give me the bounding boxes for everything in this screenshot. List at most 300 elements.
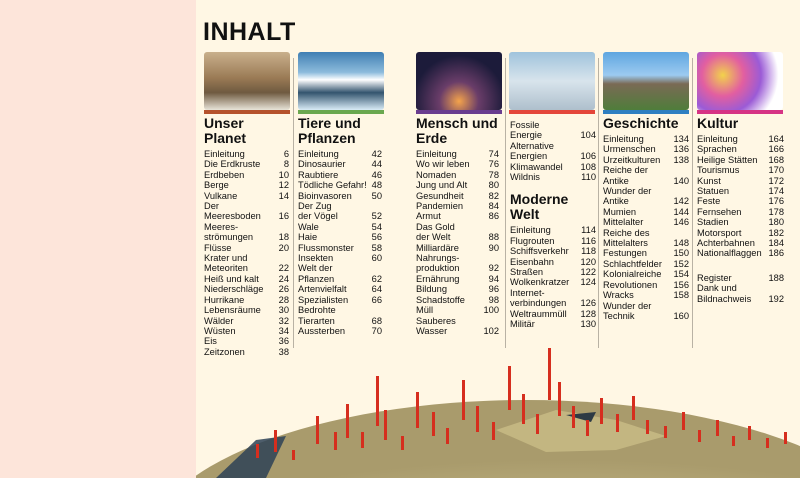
entry-page-number: 128 bbox=[580, 308, 596, 319]
section-continuation bbox=[510, 120, 596, 330]
entry-page-number: 48 bbox=[371, 180, 382, 191]
entry-page-number: 102 bbox=[483, 325, 499, 336]
entry-page-number: 86 bbox=[488, 211, 499, 222]
population-spike bbox=[384, 410, 387, 440]
entry-title: Urmenschen bbox=[603, 144, 656, 155]
skyline-photo bbox=[509, 52, 595, 110]
entry-page-number: 42 bbox=[371, 149, 382, 159]
entry-page-number: 88 bbox=[488, 232, 499, 243]
entry-title: Einleitung bbox=[298, 149, 339, 159]
population-spike bbox=[256, 444, 259, 458]
entry-page-number: 44 bbox=[371, 159, 382, 170]
toc-entry bbox=[416, 191, 499, 201]
entry-page-number: 184 bbox=[768, 238, 784, 249]
entry-title: Wunder der Technik bbox=[603, 300, 652, 321]
entry-page-number: 156 bbox=[673, 279, 689, 290]
entry-page-number: 158 bbox=[673, 290, 689, 301]
entry-title: Mumien bbox=[603, 206, 637, 217]
toc-entry bbox=[298, 149, 382, 159]
entry-title: Achterbahnen bbox=[697, 238, 755, 249]
page-title: INHALT bbox=[203, 18, 296, 46]
entry-title: Sauberes Wasser bbox=[416, 315, 456, 336]
entry-title: Spezialisten bbox=[298, 294, 349, 305]
entry-page-number: 192 bbox=[768, 293, 784, 304]
toc-entry bbox=[510, 172, 596, 182]
entry-page-number: 66 bbox=[371, 294, 382, 305]
toc-entry bbox=[298, 253, 382, 263]
entry-title: Jung und Alt bbox=[416, 180, 468, 191]
entry-page-number: 126 bbox=[580, 298, 596, 309]
toc-entry bbox=[416, 274, 499, 284]
toc-entry bbox=[603, 280, 689, 290]
entry-page-number: 74 bbox=[488, 149, 499, 159]
entry-page-number: 46 bbox=[371, 169, 382, 180]
population-spike bbox=[616, 414, 619, 432]
entry-title: Die Erdkruste bbox=[204, 159, 261, 170]
entry-title: Das Gold der Welt bbox=[416, 221, 455, 243]
entry-page-number: 58 bbox=[371, 242, 382, 253]
entry-title: Milliardäre bbox=[416, 242, 459, 253]
entry-title: Einleitung bbox=[697, 134, 738, 144]
entry-page-number: 62 bbox=[371, 273, 382, 284]
toc-entry bbox=[603, 144, 689, 154]
entry-page-number: 12 bbox=[278, 180, 289, 191]
entry-page-number: 186 bbox=[768, 248, 784, 259]
entry-title: Einleitung bbox=[416, 149, 457, 159]
population-spike bbox=[632, 396, 635, 420]
entry-page-number: 38 bbox=[278, 346, 289, 357]
entry-page-number: 70 bbox=[371, 325, 382, 336]
tiere-color-bar bbox=[298, 110, 384, 114]
entry-title: Tourismus bbox=[697, 165, 740, 176]
entry-page-number: 104 bbox=[580, 130, 596, 141]
toc-entry bbox=[204, 295, 289, 305]
population-spike bbox=[664, 426, 667, 438]
toc-entry bbox=[510, 120, 596, 141]
population-spike bbox=[446, 428, 449, 444]
toc-entry bbox=[416, 201, 499, 211]
entry-page-number: 166 bbox=[768, 144, 784, 155]
toc-entry bbox=[603, 259, 689, 269]
toc-entry bbox=[510, 162, 596, 172]
entry-title: Welt der Pflanzen bbox=[298, 263, 335, 284]
entry-page-number: 152 bbox=[673, 258, 689, 269]
population-spike bbox=[334, 432, 337, 450]
toc-entry bbox=[204, 305, 289, 315]
toc-entry bbox=[416, 243, 499, 253]
entry-title: Weltraummüll bbox=[510, 308, 567, 319]
entry-page-number: 118 bbox=[581, 246, 596, 257]
desert-photo bbox=[204, 52, 290, 110]
section-geschichte bbox=[603, 116, 689, 321]
entry-page-number: 136 bbox=[673, 144, 689, 155]
entry-page-number: 96 bbox=[488, 284, 499, 295]
entry-title: Reiche des Mittelalters bbox=[603, 227, 650, 249]
entry-page-number: 116 bbox=[581, 235, 596, 246]
entry-title: Artenvielfalt bbox=[298, 284, 347, 295]
entry-list bbox=[603, 134, 689, 321]
entry-page-number: 146 bbox=[673, 217, 689, 228]
entry-list bbox=[510, 225, 596, 329]
entry-title: Ernährung bbox=[416, 273, 460, 284]
entry-page-number: 150 bbox=[673, 248, 689, 259]
entry-title: Dank und Bildnachweis bbox=[697, 283, 752, 304]
entry-list bbox=[510, 120, 596, 182]
population-spike bbox=[492, 422, 495, 440]
entry-page-number: 82 bbox=[488, 190, 499, 201]
toc-entry bbox=[603, 134, 689, 144]
entry-title: Insekten bbox=[298, 253, 334, 264]
entry-title: Urzeitkulturen bbox=[603, 154, 661, 165]
moderne-welt-color-bar bbox=[509, 110, 595, 114]
entry-page-number: 188 bbox=[768, 272, 784, 283]
left-page-margin bbox=[0, 0, 196, 478]
entry-title: Zeitzonen bbox=[204, 346, 245, 357]
entry-title: Pandemien bbox=[416, 201, 464, 212]
section-kultur bbox=[697, 116, 784, 304]
entry-title: Klimawandel bbox=[510, 161, 563, 172]
toc-entry bbox=[416, 159, 499, 169]
toc-entry bbox=[510, 141, 596, 162]
entry-title: Meeres- strömungen bbox=[204, 221, 254, 243]
entry-title: Heiß und kalt bbox=[204, 273, 259, 284]
population-spike bbox=[316, 416, 319, 444]
population-spike bbox=[748, 426, 751, 440]
entry-title: Wunder der Antike bbox=[603, 186, 652, 207]
color-festival-photo bbox=[697, 52, 783, 110]
entry-title: Flugrouten bbox=[510, 235, 555, 246]
entry-page-number: 182 bbox=[768, 227, 784, 238]
entry-title: Sprachen bbox=[697, 144, 737, 155]
toc-entry bbox=[510, 277, 596, 287]
entry-title: Flussmonster bbox=[298, 242, 354, 253]
entry-page-number: 80 bbox=[488, 180, 499, 191]
entry-page-number: 84 bbox=[488, 201, 499, 212]
toc-entry bbox=[298, 243, 382, 253]
toc-entry bbox=[697, 176, 784, 186]
toc-entry bbox=[697, 273, 784, 283]
entry-title: Nahrungs- produktion bbox=[416, 253, 460, 274]
entry-page-number: 174 bbox=[768, 186, 784, 197]
entry-title: Krater und Meteoriten bbox=[204, 253, 248, 274]
toc-entry bbox=[603, 248, 689, 258]
population-spike bbox=[361, 432, 364, 448]
toc-entry bbox=[298, 191, 382, 201]
entry-title: Fossile Energie bbox=[510, 120, 543, 141]
population-spike bbox=[732, 436, 735, 446]
entry-title: Bioinvasoren bbox=[298, 190, 352, 201]
entry-page-number: 76 bbox=[488, 159, 499, 170]
entry-title: Dinosaurier bbox=[298, 159, 346, 170]
toc-entry bbox=[204, 243, 289, 253]
entry-title: Eisenbahn bbox=[510, 256, 554, 267]
toc-entry bbox=[697, 134, 784, 144]
toc-entry bbox=[603, 186, 689, 207]
entry-page-number: 30 bbox=[278, 305, 289, 316]
kultur-color-bar bbox=[697, 110, 783, 114]
entry-title: Schiffsverkehr bbox=[510, 246, 569, 257]
column-divider bbox=[692, 58, 693, 348]
entry-page-number: 122 bbox=[580, 267, 596, 278]
section-heading: Moderne Welt bbox=[510, 191, 569, 223]
entry-title: Reiche der Antike bbox=[603, 165, 648, 186]
entry-title: Hurrikane bbox=[204, 294, 245, 305]
entry-title: Niederschläge bbox=[204, 284, 264, 295]
toc-entry bbox=[204, 326, 289, 336]
entry-title: Der Meeresboden bbox=[204, 201, 261, 222]
entry-title: Wale bbox=[298, 221, 319, 232]
population-spike bbox=[462, 380, 465, 420]
mensch-color-bar bbox=[416, 110, 502, 114]
toc-entry bbox=[298, 222, 382, 232]
toc-entry bbox=[298, 159, 382, 169]
entry-title: Register bbox=[697, 272, 732, 283]
entry-title: Fernsehen bbox=[697, 206, 742, 217]
entry-title: Wildnis bbox=[510, 172, 540, 183]
entry-page-number: 148 bbox=[673, 238, 689, 249]
entry-page-number: 170 bbox=[768, 165, 784, 176]
entry-title: Nomaden bbox=[416, 169, 457, 180]
entry-title: Militär bbox=[510, 319, 535, 330]
toc-entry bbox=[416, 316, 499, 337]
toc-entry bbox=[416, 180, 499, 190]
entry-page-number: 114 bbox=[581, 225, 596, 236]
entry-page-number: 54 bbox=[371, 221, 382, 232]
entry-page-number: 94 bbox=[488, 273, 499, 284]
toc-entry bbox=[510, 309, 596, 319]
entry-title: Heilige Stätten bbox=[697, 154, 758, 165]
entry-page-number: 22 bbox=[278, 263, 289, 274]
entry-page-number: 110 bbox=[581, 172, 596, 183]
toc-entry bbox=[603, 155, 689, 165]
toc-entry bbox=[510, 267, 596, 277]
unser-planet-color-bar bbox=[204, 110, 290, 114]
city-lights-photo bbox=[416, 52, 502, 110]
toc-entry bbox=[697, 155, 784, 165]
entry-list bbox=[298, 149, 382, 336]
toc-entry bbox=[204, 222, 289, 243]
toc-entry bbox=[603, 269, 689, 279]
toc-entry bbox=[697, 228, 784, 238]
entry-list bbox=[416, 149, 499, 336]
toc-entry bbox=[697, 144, 784, 154]
entry-page-number: 60 bbox=[371, 253, 382, 264]
entry-title: Einleitung bbox=[510, 225, 551, 236]
column-divider bbox=[505, 58, 506, 348]
toc-entry bbox=[204, 191, 289, 201]
toc-entry bbox=[416, 305, 499, 315]
section-heading: Unser Planet bbox=[204, 115, 247, 146]
toc-entry bbox=[697, 207, 784, 217]
entry-title: Kolonialreiche bbox=[603, 269, 662, 280]
toc-entry bbox=[510, 319, 596, 329]
section-heading: Mensch und Erde bbox=[416, 115, 498, 146]
toc-entry bbox=[416, 284, 499, 294]
population-spike bbox=[401, 436, 404, 450]
toc-entry bbox=[298, 305, 382, 326]
population-spike bbox=[274, 430, 277, 452]
population-spike bbox=[432, 412, 435, 436]
entry-page-number: 8 bbox=[283, 159, 289, 170]
entry-page-number: 154 bbox=[673, 269, 689, 280]
population-spike bbox=[548, 348, 551, 400]
toc-entry bbox=[416, 222, 499, 243]
entry-title: Revolutionen bbox=[603, 279, 658, 290]
entry-page-number: 106 bbox=[580, 151, 596, 162]
entry-page-number: 134 bbox=[673, 134, 689, 144]
entry-title: Lebensräume bbox=[204, 305, 261, 316]
entry-title: Einleitung bbox=[603, 134, 644, 144]
toc-entry bbox=[510, 257, 596, 267]
population-spike bbox=[536, 414, 539, 434]
entry-title: Mittelalter bbox=[603, 217, 644, 228]
toc-entry bbox=[603, 217, 689, 227]
globe-illustration bbox=[196, 340, 800, 478]
entry-title: Aussterben bbox=[298, 325, 346, 336]
population-spike bbox=[698, 430, 701, 442]
entry-title: Erdbeben bbox=[204, 169, 245, 180]
population-spike bbox=[682, 412, 685, 430]
population-spike bbox=[600, 398, 603, 424]
section-moderne-welt bbox=[510, 192, 596, 329]
entry-title: Einleitung bbox=[204, 149, 245, 159]
entry-title: Schlachtfelder bbox=[603, 258, 662, 269]
population-spike bbox=[416, 392, 419, 428]
toc-entry bbox=[697, 238, 784, 248]
column-divider bbox=[293, 58, 294, 348]
entry-title: Tödliche Gefahr! bbox=[298, 180, 367, 191]
population-spike bbox=[376, 376, 379, 426]
entry-page-number: 20 bbox=[278, 242, 289, 253]
entry-page-number: 50 bbox=[371, 190, 382, 201]
entry-page-number: 100 bbox=[483, 305, 499, 316]
population-spike bbox=[346, 404, 349, 438]
entry-page-number: 142 bbox=[673, 196, 689, 207]
toc-entry bbox=[510, 236, 596, 246]
entry-title: Raubtiere bbox=[298, 169, 339, 180]
entry-page-number: 130 bbox=[580, 319, 596, 330]
entry-page-number: 92 bbox=[488, 263, 499, 274]
entry-title: Wolkenkratzer bbox=[510, 277, 570, 288]
entry-page-number: 180 bbox=[768, 217, 784, 228]
entry-title: Flüsse bbox=[204, 242, 232, 253]
entry-title: Alternative Energien bbox=[510, 140, 554, 162]
entry-page-number: 64 bbox=[371, 284, 382, 295]
entry-page-number: 164 bbox=[768, 134, 784, 144]
toc-entry bbox=[204, 149, 289, 159]
toc-entry bbox=[204, 284, 289, 294]
entry-title: Berge bbox=[204, 180, 229, 191]
toc-entry bbox=[204, 253, 289, 274]
entry-page-number: 120 bbox=[580, 256, 596, 267]
population-spike bbox=[784, 432, 787, 444]
population-spike bbox=[586, 420, 589, 436]
entry-page-number: 56 bbox=[371, 232, 382, 243]
toc-entry bbox=[510, 225, 596, 235]
toc-entry bbox=[298, 232, 382, 242]
entry-title: Schadstoffe bbox=[416, 294, 465, 305]
entry-page-number: 18 bbox=[278, 232, 289, 243]
entry-title: Feste bbox=[697, 196, 721, 207]
toc-entry bbox=[298, 284, 382, 294]
population-spike bbox=[558, 382, 561, 416]
toc-entry bbox=[416, 253, 499, 274]
entry-page-number: 124 bbox=[580, 277, 596, 288]
entry-page-number: 90 bbox=[488, 242, 499, 253]
entry-page-number: 160 bbox=[673, 310, 689, 321]
moai-photo bbox=[603, 52, 689, 110]
entry-title: Eis bbox=[204, 336, 217, 347]
entry-page-number: 172 bbox=[768, 175, 784, 186]
entry-title: Festungen bbox=[603, 248, 647, 259]
entry-page-number: 52 bbox=[371, 211, 382, 222]
entry-page-number: 26 bbox=[278, 284, 289, 295]
population-spike bbox=[508, 366, 511, 410]
toc-entry bbox=[298, 201, 382, 222]
toc-entry bbox=[697, 186, 784, 196]
population-spike bbox=[522, 394, 525, 424]
entry-page-number: 68 bbox=[371, 315, 382, 326]
entry-page-number: 32 bbox=[278, 315, 289, 326]
entry-title: Wälder bbox=[204, 315, 234, 326]
entry-page-number: 10 bbox=[278, 169, 289, 180]
section-unser-planet bbox=[204, 116, 289, 357]
section-heading: Tiere und Pflanzen bbox=[298, 115, 361, 146]
toc-entry bbox=[204, 170, 289, 180]
entry-title: Motorsport bbox=[697, 227, 742, 238]
entry-page-number: 168 bbox=[768, 154, 784, 165]
toc-entry bbox=[416, 211, 499, 221]
population-spike bbox=[572, 406, 575, 428]
entry-list bbox=[697, 134, 784, 259]
toc-entry bbox=[697, 217, 784, 227]
entry-page-number: 178 bbox=[768, 206, 784, 217]
column-divider bbox=[598, 58, 599, 348]
entry-title: Haie bbox=[298, 232, 318, 243]
entry-page-number: 98 bbox=[488, 294, 499, 305]
entry-page-number: 144 bbox=[673, 206, 689, 217]
toc-entry bbox=[697, 248, 784, 258]
toc-entry bbox=[204, 180, 289, 190]
population-spike bbox=[716, 420, 719, 436]
entry-page-number: 138 bbox=[673, 154, 689, 165]
entry-title: Kunst bbox=[697, 175, 721, 186]
toc-entry bbox=[603, 301, 689, 322]
entry-page-number: 36 bbox=[278, 336, 289, 347]
population-spike bbox=[476, 406, 479, 432]
entry-title: Stadien bbox=[697, 217, 729, 228]
entry-page-number: 108 bbox=[580, 161, 596, 172]
toc-entry bbox=[298, 295, 382, 305]
toc-entry bbox=[204, 316, 289, 326]
toc-entry bbox=[204, 201, 289, 222]
entry-title: Wracks bbox=[603, 290, 634, 301]
toc-entry bbox=[204, 159, 289, 169]
entry-page-number: 6 bbox=[283, 149, 289, 159]
entry-title: Bedrohte Tierarten bbox=[298, 305, 336, 326]
geschichte-color-bar bbox=[603, 110, 689, 114]
entry-list bbox=[204, 149, 289, 357]
section-mensch-und-erde bbox=[416, 116, 499, 336]
toc-entry bbox=[416, 295, 499, 305]
entry-title: Wüsten bbox=[204, 325, 236, 336]
entry-title: Gesundheit bbox=[416, 190, 464, 201]
entry-page-number: 16 bbox=[278, 211, 289, 222]
entry-title: Vulkane bbox=[204, 190, 238, 201]
entry-title: Bildung bbox=[416, 284, 448, 295]
toc-entry bbox=[697, 283, 784, 304]
entry-page-number: 176 bbox=[768, 196, 784, 207]
